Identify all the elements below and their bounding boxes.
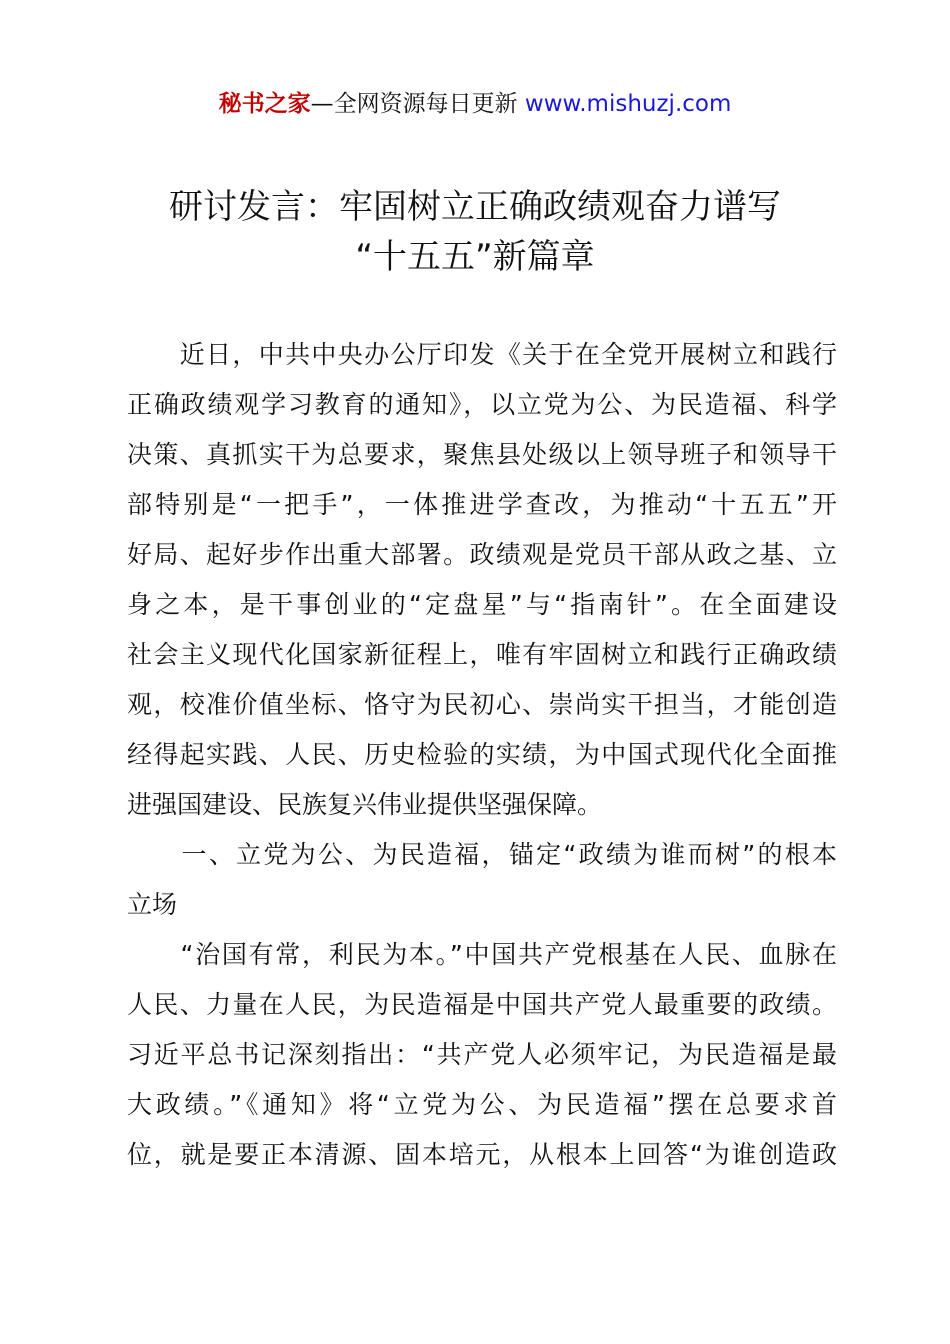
site-url-link[interactable]: www.mishuzj.com: [524, 91, 732, 117]
document-title: [100, 182, 850, 282]
title-line-2: “十五五”新篇章: [355, 237, 595, 277]
body-line: 观，校准价值坐标、恪守为民初心、崇尚实干担当，才能创造: [127, 690, 837, 719]
body-line: “治国有常，利民为本。”中国共产党根基在人民、血脉在: [127, 940, 837, 969]
body-line: 近日，中共中央办公厅印发《关于在全党开展树立和践行: [127, 340, 837, 369]
body-line: 正确政绩观学习教育的通知》，以立党为公、为民造福、科学: [127, 390, 837, 419]
body-line: 社会主义现代化国家新征程上，唯有牢固树立和践行正确政绩: [127, 640, 837, 669]
body-line: 好局、起好步作出重大部署。政绩观是党员干部从政之基、立: [127, 540, 837, 569]
body-line: 人民、力量在人民，为民造福是中国共产党人最重要的政绩。: [127, 990, 837, 1019]
body-line: 位，就是要正本清源、固本培元，从根本上回答“为谁创造政: [127, 1140, 837, 1169]
body-line: 习近平总书记深刻指出：“共产党人必须牢记，为民造福是最: [127, 1040, 837, 1069]
body-line: 进强国建设、民族复兴伟业提供坚强保障。: [127, 790, 603, 819]
brand-name: 秘书之家: [218, 91, 311, 117]
section-heading-line: 一、立党为公、为民造福，锚定“政绩为谁而树”的根本: [127, 840, 837, 869]
body-line: 大政绩。”《通知》将“立党为公、为民造福”摆在总要求首: [127, 1090, 837, 1119]
body-line: 部特别是“一把手”，一体推进学查改，为推动“十五五”开: [127, 490, 837, 519]
document-body: [127, 330, 837, 1180]
body-line: 经得起实践、人民、历史检验的实绩，为中国式现代化全面推: [127, 740, 837, 769]
site-header: [0, 88, 950, 120]
header-slogan: —全网资源每日更新: [310, 91, 525, 117]
title-line-1: 研讨发言：牢固树立正确政绩观奋力谱写: [169, 187, 781, 227]
body-line: 身之本，是干事创业的“定盘星”与“指南针”。在全面建设: [127, 590, 837, 619]
body-line: 决策、真抓实干为总要求，聚焦县处级以上领导班子和领导干: [127, 440, 837, 469]
section-heading-line: 立场: [127, 890, 178, 919]
